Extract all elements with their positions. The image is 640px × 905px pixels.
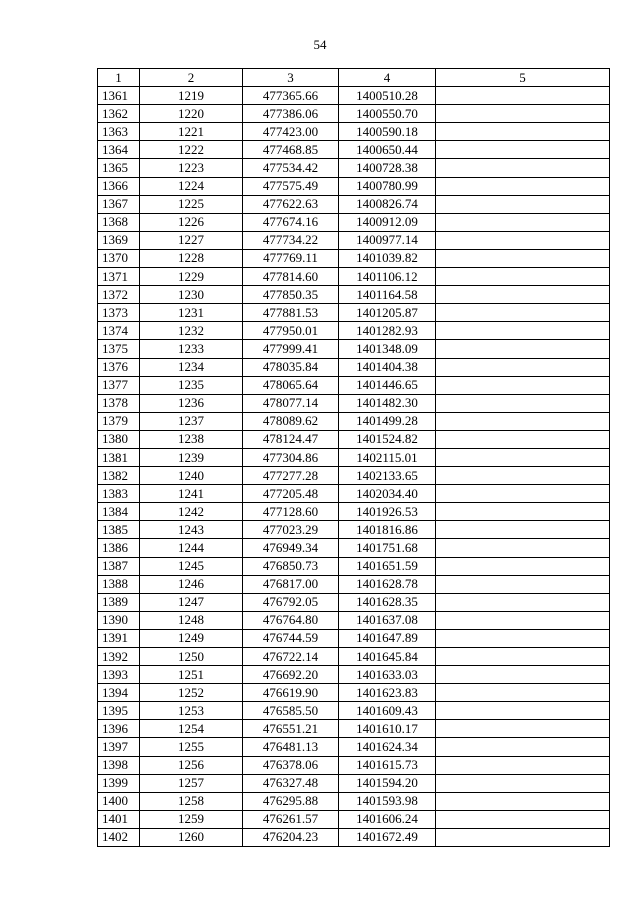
table-cell-col-3: 476378.06	[243, 756, 339, 774]
table-cell-col-1: 1365	[98, 159, 140, 177]
table-row	[98, 87, 610, 105]
table-cell-col-2: 1221	[140, 123, 243, 141]
table-cell-col-1: 1367	[98, 195, 140, 213]
table-cell-col-2: 1236	[140, 394, 243, 412]
table-cell-col-4: 1400728.38	[339, 159, 436, 177]
table-cell-col-1: 1376	[98, 358, 140, 376]
table-cell-col-4: 1401628.78	[339, 575, 436, 593]
table-cell-col-1: 1373	[98, 304, 140, 322]
table-row	[98, 684, 610, 702]
table-cell-col-5	[436, 141, 610, 159]
table-cell-col-3: 476850.73	[243, 557, 339, 575]
table-cell-col-3: 476744.59	[243, 629, 339, 647]
table-cell-col-2: 1242	[140, 503, 243, 521]
table-cell-col-5	[436, 702, 610, 720]
table-cell-col-3: 476295.88	[243, 792, 339, 810]
table-row	[98, 358, 610, 376]
table-cell-col-4: 1401348.09	[339, 340, 436, 358]
table-row	[98, 593, 610, 611]
table-cell-col-1: 1372	[98, 286, 140, 304]
table-cell-col-5	[436, 159, 610, 177]
table-cell-col-3: 477128.60	[243, 503, 339, 521]
table-cell-col-1: 1394	[98, 684, 140, 702]
table-cell-col-3: 477468.85	[243, 141, 339, 159]
table-body	[98, 87, 610, 847]
table-cell-col-2: 1251	[140, 666, 243, 684]
table-cell-col-3: 477622.63	[243, 195, 339, 213]
table-row	[98, 557, 610, 575]
table-cell-col-1: 1393	[98, 666, 140, 684]
table-row	[98, 304, 610, 322]
table-cell-col-1: 1400	[98, 792, 140, 810]
table-cell-col-1: 1395	[98, 702, 140, 720]
table-cell-col-2: 1230	[140, 286, 243, 304]
table-cell-col-4: 1401651.59	[339, 557, 436, 575]
table-cell-col-1: 1387	[98, 557, 140, 575]
table-cell-col-3: 477734.22	[243, 231, 339, 249]
table-cell-col-5	[436, 575, 610, 593]
table-cell-col-4: 1401164.58	[339, 286, 436, 304]
table-row	[98, 774, 610, 792]
table-cell-col-3: 477769.11	[243, 249, 339, 267]
table-row	[98, 213, 610, 231]
table-cell-col-5	[436, 249, 610, 267]
table-cell-col-3: 477850.35	[243, 286, 339, 304]
table-cell-col-4: 1402133.65	[339, 467, 436, 485]
table-cell-col-2: 1241	[140, 485, 243, 503]
table-cell-col-4: 1401623.83	[339, 684, 436, 702]
table-cell-col-3: 476692.20	[243, 666, 339, 684]
table-cell-col-3: 476204.23	[243, 828, 339, 846]
table-cell-col-5	[436, 684, 610, 702]
table-cell-col-2: 1257	[140, 774, 243, 792]
table-cell-col-1: 1396	[98, 720, 140, 738]
table-cell-col-1: 1374	[98, 322, 140, 340]
header-cell-4: 4	[339, 69, 436, 87]
table-cell-col-1: 1380	[98, 430, 140, 448]
table-cell-col-1: 1361	[98, 87, 140, 105]
table-row	[98, 249, 610, 267]
table-cell-col-2: 1234	[140, 358, 243, 376]
table-cell-col-5	[436, 87, 610, 105]
table-cell-col-3: 478089.62	[243, 412, 339, 430]
table-cell-col-3: 477304.86	[243, 448, 339, 466]
table-cell-col-3: 477814.60	[243, 268, 339, 286]
table-cell-col-1: 1366	[98, 177, 140, 195]
table-cell-col-5	[436, 629, 610, 647]
table-row	[98, 105, 610, 123]
table-cell-col-4: 1401624.34	[339, 738, 436, 756]
header-cell-1: 1	[98, 69, 140, 87]
table-cell-col-1: 1401	[98, 810, 140, 828]
table-cell-col-4: 1401524.82	[339, 430, 436, 448]
table-cell-col-5	[436, 467, 610, 485]
table-cell-col-1: 1369	[98, 231, 140, 249]
table-cell-col-4: 1401106.12	[339, 268, 436, 286]
table-row	[98, 159, 610, 177]
table-cell-col-4: 1401816.86	[339, 521, 436, 539]
table-cell-col-2: 1220	[140, 105, 243, 123]
table-cell-col-4: 1402034.40	[339, 485, 436, 503]
table-cell-col-4: 1401633.03	[339, 666, 436, 684]
table-cell-col-4: 1401609.43	[339, 702, 436, 720]
table-cell-col-5	[436, 358, 610, 376]
table-cell-col-3: 476261.57	[243, 810, 339, 828]
table-cell-col-4: 1400510.28	[339, 87, 436, 105]
table-cell-col-4: 1401615.73	[339, 756, 436, 774]
table-cell-col-3: 477950.01	[243, 322, 339, 340]
table-cell-col-5	[436, 828, 610, 846]
table-cell-col-3: 476722.14	[243, 648, 339, 666]
table-cell-col-1: 1375	[98, 340, 140, 358]
table-cell-col-3: 476949.34	[243, 539, 339, 557]
table-cell-col-5	[436, 648, 610, 666]
table-cell-col-1: 1390	[98, 611, 140, 629]
table-cell-col-4: 1401610.17	[339, 720, 436, 738]
table-row	[98, 448, 610, 466]
table-cell-col-5	[436, 340, 610, 358]
table-cell-col-2: 1235	[140, 376, 243, 394]
table-cell-col-5	[436, 666, 610, 684]
table-cell-col-2: 1240	[140, 467, 243, 485]
table-row	[98, 123, 610, 141]
table-cell-col-1: 1371	[98, 268, 140, 286]
table-cell-col-5	[436, 485, 610, 503]
table-row	[98, 340, 610, 358]
table-cell-col-1: 1391	[98, 629, 140, 647]
table-row	[98, 648, 610, 666]
page-number: 54	[313, 37, 327, 52]
table-row	[98, 539, 610, 557]
table-row	[98, 756, 610, 774]
table-cell-col-1: 1364	[98, 141, 140, 159]
table-cell-col-5	[436, 376, 610, 394]
table-cell-col-2: 1238	[140, 430, 243, 448]
table-cell-col-5	[436, 394, 610, 412]
table-cell-col-4: 1401672.49	[339, 828, 436, 846]
table-cell-col-1: 1397	[98, 738, 140, 756]
table-row	[98, 828, 610, 846]
table-cell-col-2: 1245	[140, 557, 243, 575]
table-row	[98, 810, 610, 828]
table-cell-col-5	[436, 539, 610, 557]
table-cell-col-4: 1401282.93	[339, 322, 436, 340]
table-cell-col-3: 478124.47	[243, 430, 339, 448]
table-cell-col-5	[436, 286, 610, 304]
table-cell-col-2: 1256	[140, 756, 243, 774]
table-cell-col-5	[436, 268, 610, 286]
table-cell-col-5	[436, 611, 610, 629]
table-row	[98, 467, 610, 485]
table-cell-col-1: 1392	[98, 648, 140, 666]
table-row	[98, 629, 610, 647]
table-cell-col-5	[436, 738, 610, 756]
table-cell-col-1: 1362	[98, 105, 140, 123]
table-cell-col-1: 1379	[98, 412, 140, 430]
table-cell-col-3: 477365.66	[243, 87, 339, 105]
table-cell-col-3: 477881.53	[243, 304, 339, 322]
table-cell-col-1: 1363	[98, 123, 140, 141]
table-cell-col-5	[436, 774, 610, 792]
table-cell-col-1: 1378	[98, 394, 140, 412]
table-cell-col-1: 1389	[98, 593, 140, 611]
table-row	[98, 268, 610, 286]
table-cell-col-4: 1400550.70	[339, 105, 436, 123]
table-cell-col-2: 1225	[140, 195, 243, 213]
table-cell-col-5	[436, 593, 610, 611]
table-cell-col-1: 1370	[98, 249, 140, 267]
table-cell-col-2: 1237	[140, 412, 243, 430]
table-cell-col-1: 1382	[98, 467, 140, 485]
table-cell-col-1: 1399	[98, 774, 140, 792]
table-row	[98, 394, 610, 412]
table-cell-col-5	[436, 412, 610, 430]
table-cell-col-2: 1252	[140, 684, 243, 702]
table-cell-col-3: 477277.28	[243, 467, 339, 485]
table-cell-col-2: 1219	[140, 87, 243, 105]
table-cell-col-1: 1381	[98, 448, 140, 466]
table-row	[98, 702, 610, 720]
table-cell-col-3: 477023.29	[243, 521, 339, 539]
table-cell-col-2: 1243	[140, 521, 243, 539]
table-cell-col-2: 1239	[140, 448, 243, 466]
table-cell-col-4: 1401482.30	[339, 394, 436, 412]
table-cell-col-1: 1388	[98, 575, 140, 593]
table-cell-col-5	[436, 231, 610, 249]
table-cell-col-1: 1368	[98, 213, 140, 231]
table-cell-col-4: 1401593.98	[339, 792, 436, 810]
table-cell-col-2: 1248	[140, 611, 243, 629]
table-cell-col-2: 1232	[140, 322, 243, 340]
table-cell-col-2: 1233	[140, 340, 243, 358]
table-cell-col-3: 476585.50	[243, 702, 339, 720]
table-cell-col-4: 1400912.09	[339, 213, 436, 231]
table-cell-col-4: 1401499.28	[339, 412, 436, 430]
table-cell-col-4: 1401039.82	[339, 249, 436, 267]
table-row	[98, 141, 610, 159]
table-cell-col-1: 1398	[98, 756, 140, 774]
table-cell-col-1: 1377	[98, 376, 140, 394]
table-cell-col-2: 1254	[140, 720, 243, 738]
table-cell-col-3: 476481.13	[243, 738, 339, 756]
table-cell-col-2: 1222	[140, 141, 243, 159]
table-cell-col-3: 477423.00	[243, 123, 339, 141]
table-cell-col-2: 1258	[140, 792, 243, 810]
table-cell-col-4: 1400977.14	[339, 231, 436, 249]
table-cell-col-3: 476619.90	[243, 684, 339, 702]
table-cell-col-3: 477999.41	[243, 340, 339, 358]
table-cell-col-3: 476764.80	[243, 611, 339, 629]
table-cell-col-2: 1226	[140, 213, 243, 231]
table-cell-col-2: 1223	[140, 159, 243, 177]
table-cell-col-2: 1255	[140, 738, 243, 756]
table-cell-col-4: 1401628.35	[339, 593, 436, 611]
table-cell-col-2: 1227	[140, 231, 243, 249]
table-cell-col-4: 1401926.53	[339, 503, 436, 521]
table-cell-col-2: 1231	[140, 304, 243, 322]
table-row	[98, 376, 610, 394]
table-cell-col-4: 1400780.99	[339, 177, 436, 195]
table-cell-col-2: 1244	[140, 539, 243, 557]
table-cell-col-1: 1383	[98, 485, 140, 503]
table-cell-col-4: 1401645.84	[339, 648, 436, 666]
table-row	[98, 611, 610, 629]
table-cell-col-5	[436, 177, 610, 195]
table-cell-col-4: 1401404.38	[339, 358, 436, 376]
table-cell-col-2: 1260	[140, 828, 243, 846]
table-cell-col-5	[436, 105, 610, 123]
table-cell-col-5	[436, 213, 610, 231]
table-cell-col-3: 478065.64	[243, 376, 339, 394]
table-cell-col-5	[436, 792, 610, 810]
table-cell-col-5	[436, 503, 610, 521]
table-cell-col-5	[436, 756, 610, 774]
table-cell-col-5	[436, 195, 610, 213]
table-cell-col-3: 477575.49	[243, 177, 339, 195]
table-cell-col-4: 1400826.74	[339, 195, 436, 213]
table-cell-col-2: 1229	[140, 268, 243, 286]
table-row	[98, 177, 610, 195]
table-cell-col-2: 1249	[140, 629, 243, 647]
table-row	[98, 720, 610, 738]
table-cell-col-4: 1401751.68	[339, 539, 436, 557]
table-cell-col-5	[436, 304, 610, 322]
header-cell-2: 2	[140, 69, 243, 87]
table-cell-col-5	[436, 448, 610, 466]
table-cell-col-2: 1250	[140, 648, 243, 666]
table-cell-col-1: 1384	[98, 503, 140, 521]
table-cell-col-5	[436, 810, 610, 828]
table-row	[98, 286, 610, 304]
table-row	[98, 521, 610, 539]
coordinates-table	[97, 68, 610, 847]
table-row	[98, 231, 610, 249]
table-cell-col-3: 477534.42	[243, 159, 339, 177]
table-cell-col-5	[436, 123, 610, 141]
table-cell-col-2: 1246	[140, 575, 243, 593]
table-cell-col-4: 1400650.44	[339, 141, 436, 159]
table-cell-col-4: 1401637.08	[339, 611, 436, 629]
header-cell-3: 3	[243, 69, 339, 87]
table-cell-col-3: 478035.84	[243, 358, 339, 376]
table-row	[98, 430, 610, 448]
table-cell-col-4: 1400590.18	[339, 123, 436, 141]
table-cell-col-5	[436, 521, 610, 539]
table-row	[98, 322, 610, 340]
table-cell-col-5	[436, 720, 610, 738]
table-row	[98, 195, 610, 213]
table-cell-col-3: 476551.21	[243, 720, 339, 738]
table-cell-col-3: 477674.16	[243, 213, 339, 231]
table-cell-col-5	[436, 557, 610, 575]
table-cell-col-3: 476327.48	[243, 774, 339, 792]
table-cell-col-4: 1402115.01	[339, 448, 436, 466]
table-row	[98, 503, 610, 521]
table-cell-col-1: 1386	[98, 539, 140, 557]
table-cell-col-4: 1401647.89	[339, 629, 436, 647]
header-cell-5: 5	[436, 69, 610, 87]
table-cell-col-5	[436, 322, 610, 340]
table-row	[98, 792, 610, 810]
table-cell-col-4: 1401446.65	[339, 376, 436, 394]
table-cell-col-3: 477386.06	[243, 105, 339, 123]
table-cell-col-1: 1402	[98, 828, 140, 846]
table-cell-col-2: 1259	[140, 810, 243, 828]
table-cell-col-3: 478077.14	[243, 394, 339, 412]
header-row	[98, 69, 610, 87]
table-cell-col-2: 1253	[140, 702, 243, 720]
table-cell-col-2: 1224	[140, 177, 243, 195]
table-cell-col-2: 1247	[140, 593, 243, 611]
table-row	[98, 412, 610, 430]
table-header	[98, 69, 610, 87]
table-cell-col-4: 1401594.20	[339, 774, 436, 792]
table-cell-col-3: 476817.00	[243, 575, 339, 593]
table-row	[98, 666, 610, 684]
table-row	[98, 738, 610, 756]
table-cell-col-3: 477205.48	[243, 485, 339, 503]
table-cell-col-5	[436, 430, 610, 448]
table-cell-col-2: 1228	[140, 249, 243, 267]
table-row	[98, 485, 610, 503]
table-cell-col-1: 1385	[98, 521, 140, 539]
table-cell-col-4: 1401205.87	[339, 304, 436, 322]
table-row	[98, 575, 610, 593]
table-cell-col-4: 1401606.24	[339, 810, 436, 828]
table-cell-col-3: 476792.05	[243, 593, 339, 611]
